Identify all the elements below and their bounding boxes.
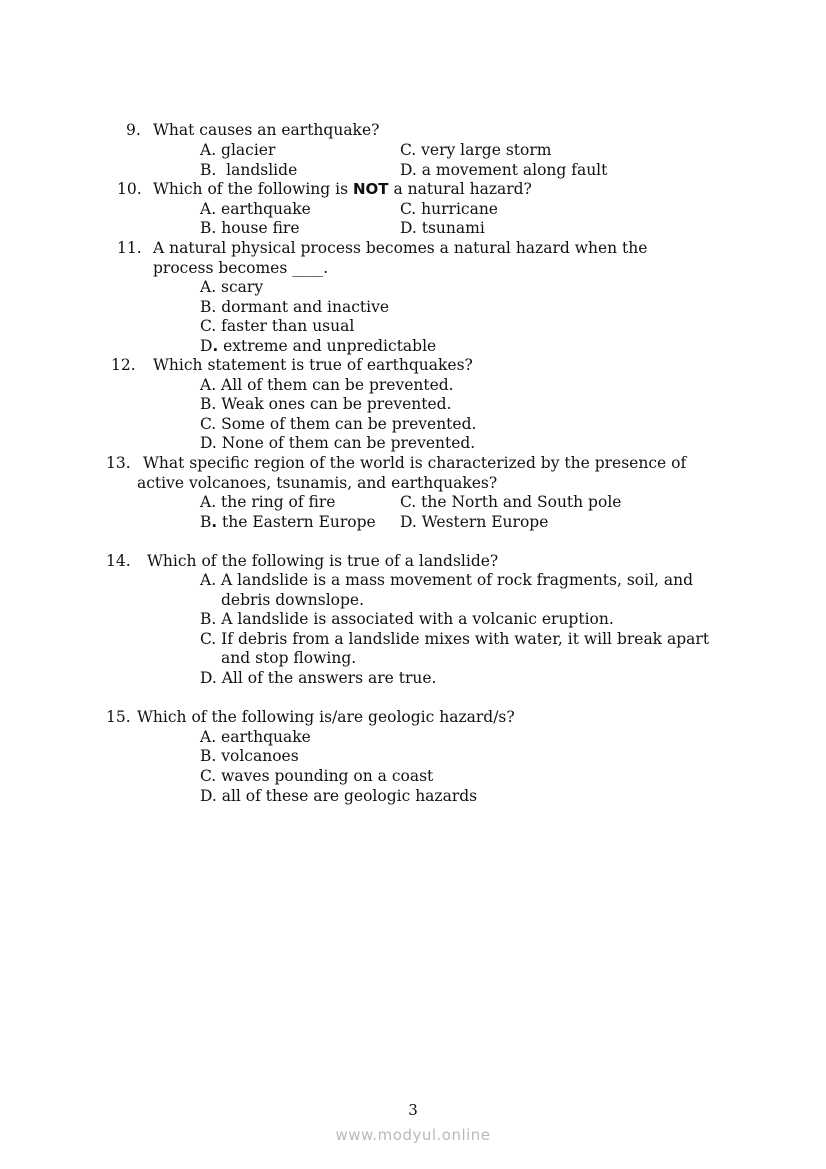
question-number: 14.: [106, 552, 131, 570]
option-c: C. Some of them can be prevented.: [200, 415, 477, 433]
stem-text: a natural hazard?: [388, 180, 532, 198]
question-number: 11.: [117, 239, 142, 257]
question-stem-line-2: active volcanoes, tsunamis, and earthquakes?: [137, 474, 498, 492]
question-stem: Which of the following is true of a landslide?: [147, 552, 499, 570]
option-d: D. a movement along fault: [400, 161, 608, 179]
option-letter: D: [200, 337, 213, 355]
option-b: B. volcanoes: [200, 747, 299, 765]
question-number: 12.: [111, 356, 136, 374]
option-a: A. glacier: [200, 141, 276, 159]
option-a: A. earthquake: [200, 728, 311, 746]
option-a: A. All of them can be prevented.: [200, 376, 454, 394]
option-b: [200, 512, 376, 532]
option-c: C. hurricane: [400, 200, 498, 218]
option-b: B. dormant and inactive: [200, 298, 390, 316]
option-c: C. the North and South pole: [400, 493, 622, 511]
option-a: A. earthquake: [200, 200, 311, 218]
option-c: C. waves pounding on a coast: [200, 767, 434, 785]
option-b: B. A landslide is associated with a volcanic eruption.: [200, 610, 614, 628]
question-stem: What causes an earthquake?: [153, 121, 380, 139]
question-stem-line-1: A natural physical process becomes a natural hazard when the: [153, 239, 648, 257]
question-number: 10.: [117, 180, 142, 198]
option-c: C. faster than usual: [200, 317, 355, 335]
option-letter: B: [200, 513, 212, 531]
option-d: D. None of them can be prevented.: [200, 434, 476, 452]
question-stem: Which of the following is/are geologic hazard/s?: [137, 708, 515, 726]
option-d: [200, 336, 436, 356]
option-a: A. scary: [200, 278, 264, 296]
option-a-line-1: A. A landslide is a mass movement of rock fragments, soil, and: [200, 571, 694, 589]
page-number: 3: [408, 1101, 418, 1119]
question-stem: [153, 179, 532, 199]
question-number: 15.: [106, 708, 131, 726]
question-number: 9.: [126, 121, 141, 139]
option-c-line-2: and stop flowing.: [221, 649, 357, 667]
option-d: D. All of the answers are true.: [200, 669, 437, 687]
emphasis-not: NOT: [352, 180, 389, 198]
option-c: C. very large storm: [400, 141, 552, 159]
option-b: B. Weak ones can be prevented.: [200, 395, 452, 413]
option-a-line-2: debris downslope.: [221, 591, 365, 609]
question-stem: Which statement is true of earthquakes?: [153, 356, 473, 374]
option-b: B. house fire: [200, 219, 300, 237]
option-d: D. Western Europe: [400, 513, 549, 531]
option-d: D. all of these are geologic hazards: [200, 787, 478, 805]
option-dot: .: [211, 513, 218, 531]
option-text: the Eastern Europe: [217, 513, 376, 531]
question-number: 13.: [106, 454, 131, 472]
question-stem-line-2: process becomes ____.: [153, 259, 329, 277]
question-stem-line-1: What specific region of the world is characterized by the presence of: [143, 454, 687, 472]
stem-text: Which of the following is: [153, 180, 353, 198]
watermark: www.modyul.online: [335, 1126, 491, 1144]
option-b: B. landslide: [200, 161, 298, 179]
option-a: A. the ring of fire: [200, 493, 336, 511]
option-c-line-1: C. If debris from a landslide mixes with water, it will break apart: [200, 630, 710, 648]
option-d: D. tsunami: [400, 219, 485, 237]
option-text: extreme and unpredictable: [218, 337, 437, 355]
option-dot: .: [212, 337, 219, 355]
